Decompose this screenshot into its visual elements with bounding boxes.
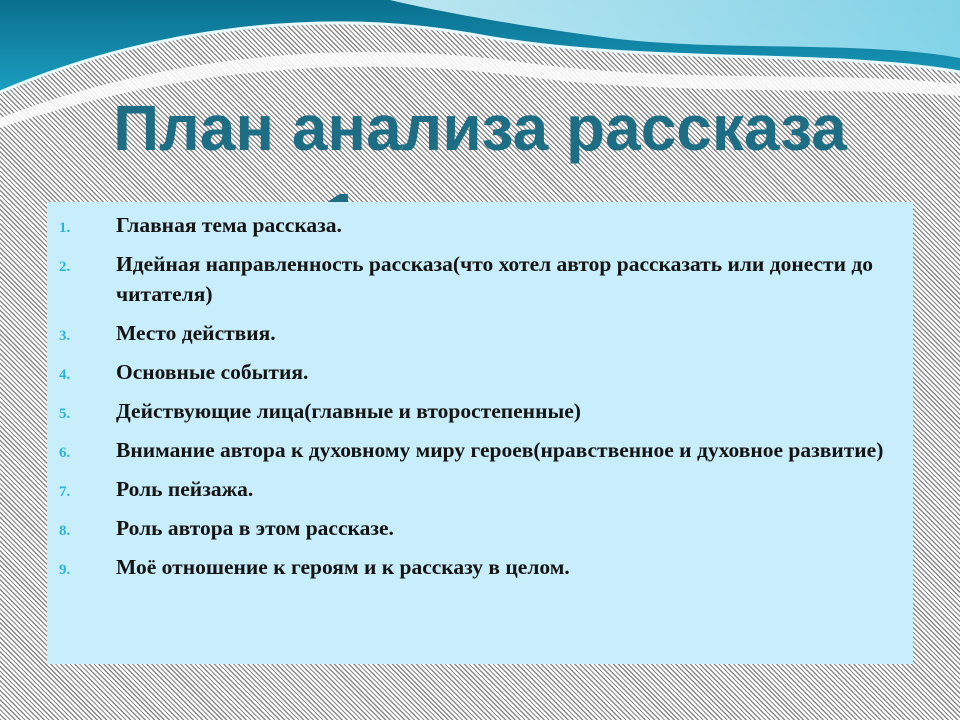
item-number: 3. — [59, 328, 71, 344]
item-text: Роль пейзажа. — [116, 477, 254, 501]
item-number: 7. — [59, 484, 71, 500]
list-item — [59, 249, 893, 309]
item-number: 5. — [59, 406, 71, 422]
item-text: Идейная направленность рассказа(что хотел автор рассказать или донести до читателя) — [116, 252, 874, 306]
item-number: 8. — [59, 523, 71, 539]
item-number: 9. — [59, 562, 71, 578]
item-number: 2. — [59, 259, 71, 275]
item-text: Главная тема рассказа. — [116, 213, 342, 237]
item-text: Действующие лица(главные и второстепенные) — [116, 399, 581, 423]
list-item — [59, 318, 893, 348]
list-item — [59, 552, 893, 582]
item-text: Роль автора в этом рассказе. — [116, 516, 394, 540]
item-text: Место действия. — [116, 321, 276, 345]
list-item — [59, 357, 893, 387]
list-item — [59, 474, 893, 504]
item-number: 6. — [59, 445, 71, 461]
list-item — [59, 435, 893, 465]
list-item — [59, 513, 893, 543]
item-text: Внимание автора к духовному миру героев(нравственное и духовное развитие) — [116, 438, 884, 462]
plan-content-box — [47, 202, 913, 664]
item-text: Основные события. — [116, 360, 309, 384]
item-number: 1. — [59, 220, 71, 236]
list-item — [59, 396, 893, 426]
list-item — [59, 210, 893, 240]
item-number: 4. — [59, 367, 71, 383]
title-line-1: План анализа рассказа — [113, 92, 847, 164]
item-text: Моё отношение к героям и к рассказу в целом. — [116, 555, 570, 579]
plan-list — [59, 210, 893, 582]
